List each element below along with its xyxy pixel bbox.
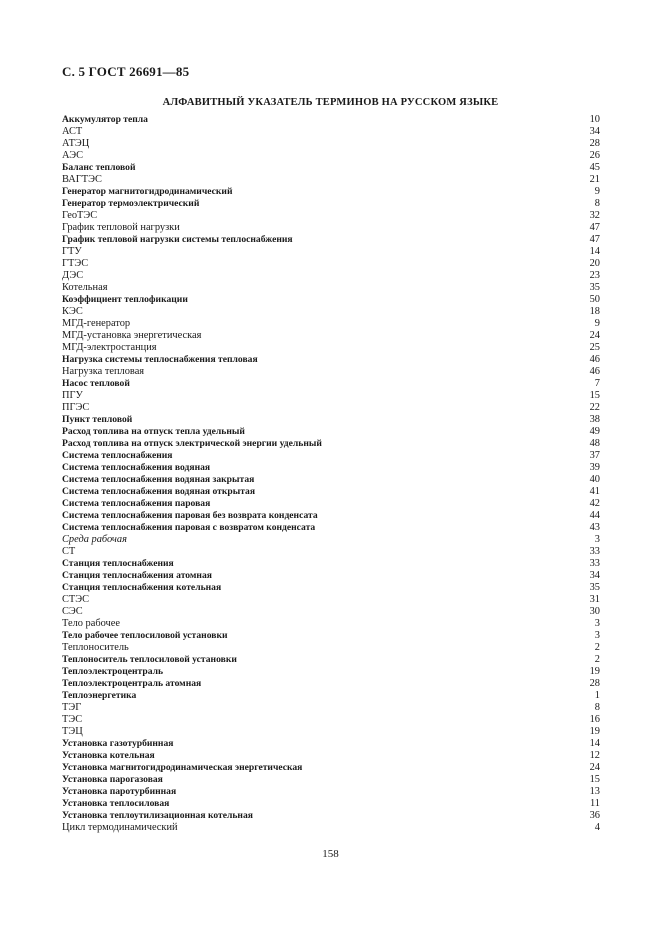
index-page-ref: 34 bbox=[589, 570, 600, 581]
index-entry bbox=[62, 342, 600, 354]
index-entry bbox=[62, 498, 600, 510]
index-page-ref: 32 bbox=[589, 210, 600, 221]
index-term: Станция теплоснабжения bbox=[62, 558, 174, 569]
index-term: Система теплоснабжения паровая без возврата конденсата bbox=[62, 510, 318, 521]
index-term: Генератор магнитогидродинамический bbox=[62, 186, 233, 197]
index-entry bbox=[62, 402, 600, 414]
index-page-ref: 44 bbox=[589, 510, 600, 521]
index-entry bbox=[62, 354, 600, 366]
index-page-ref: 25 bbox=[589, 342, 600, 353]
index-entry bbox=[62, 270, 600, 282]
index-entry bbox=[62, 162, 600, 174]
index-page-ref: 39 bbox=[589, 462, 600, 473]
index-page-ref: 9 bbox=[594, 186, 600, 197]
index-term: ТЭГ bbox=[62, 702, 82, 713]
index-entry bbox=[62, 186, 600, 198]
index-entry bbox=[62, 198, 600, 210]
index-term: Установка магнитогидродинамическая энергетическая bbox=[62, 762, 303, 773]
index-entry bbox=[62, 426, 600, 438]
document-header: С. 5 ГОСТ 26691—85 bbox=[62, 64, 190, 79]
index-term: ВАГТЭС bbox=[62, 174, 102, 185]
index-page-ref: 40 bbox=[589, 474, 600, 485]
index-term: Установка теплоутилизационная котельная bbox=[62, 810, 253, 821]
index-term: Система теплоснабжения водяная открытая bbox=[62, 486, 256, 497]
index-page-ref: 49 bbox=[589, 426, 600, 437]
page-number: 158 bbox=[322, 848, 339, 860]
index-page-ref: 26 bbox=[589, 150, 600, 161]
index-term: Система теплоснабжения водяная закрытая bbox=[62, 474, 255, 485]
index-entry bbox=[62, 174, 600, 186]
index-entry bbox=[62, 234, 600, 246]
index-entry bbox=[62, 222, 600, 234]
index-entry bbox=[62, 438, 600, 450]
index-term: Теплоноситель теплосиловой установки bbox=[62, 654, 237, 665]
index-page-ref: 15 bbox=[589, 774, 600, 785]
index-term: Нагрузка системы теплоснабжения тепловая bbox=[62, 354, 258, 365]
index-entry bbox=[62, 246, 600, 258]
index-term: Среда рабочая bbox=[62, 534, 127, 545]
term-index-list bbox=[62, 114, 600, 834]
index-page-ref: 47 bbox=[589, 222, 600, 233]
index-page-ref: 15 bbox=[589, 390, 600, 401]
index-term: АСТ bbox=[62, 126, 83, 137]
index-entry bbox=[62, 534, 600, 546]
index-entry bbox=[62, 210, 600, 222]
index-page-ref: 11 bbox=[589, 798, 600, 809]
index-term: АТЭЦ bbox=[62, 138, 90, 149]
index-term: Система теплоснабжения паровая с возвратом конденсата bbox=[62, 522, 316, 533]
index-entry bbox=[62, 378, 600, 390]
index-term: Теплоноситель bbox=[62, 642, 129, 653]
index-page-ref: 21 bbox=[589, 174, 600, 185]
index-term: Установка котельная bbox=[62, 750, 155, 761]
index-page-ref: 3 bbox=[594, 630, 600, 641]
index-page-ref: 14 bbox=[589, 246, 600, 257]
index-term: МГД-электростанция bbox=[62, 342, 157, 353]
index-entry bbox=[62, 738, 600, 750]
index-term: Станция теплоснабжения атомная bbox=[62, 570, 212, 581]
index-page-ref: 30 bbox=[589, 606, 600, 617]
index-term: Насос тепловой bbox=[62, 378, 130, 389]
index-page-ref: 36 bbox=[589, 810, 600, 821]
index-entry bbox=[62, 510, 600, 522]
index-entry bbox=[62, 294, 600, 306]
index-page-ref: 8 bbox=[594, 702, 600, 713]
index-page-ref: 14 bbox=[589, 738, 600, 749]
index-entry bbox=[62, 594, 600, 606]
index-page-ref: 24 bbox=[589, 330, 600, 341]
index-term: Генератор термоэлектрический bbox=[62, 198, 200, 209]
index-entry bbox=[62, 690, 600, 702]
index-page-ref: 37 bbox=[589, 450, 600, 461]
index-term: ГТЭС bbox=[62, 258, 89, 269]
index-entry bbox=[62, 318, 600, 330]
index-entry bbox=[62, 618, 600, 630]
index-term: Тело рабочее bbox=[62, 618, 121, 629]
index-page-ref: 3 bbox=[594, 618, 600, 629]
index-entry bbox=[62, 582, 600, 594]
index-page-ref: 28 bbox=[589, 138, 600, 149]
index-page-ref: 22 bbox=[589, 402, 600, 413]
index-term: ГТУ bbox=[62, 246, 82, 257]
index-term: Нагрузка тепловая bbox=[62, 366, 145, 377]
index-term: Тело рабочее теплосиловой установки bbox=[62, 630, 228, 641]
index-term: СЭС bbox=[62, 606, 83, 617]
index-page-ref: 46 bbox=[589, 354, 600, 365]
index-page-ref: 33 bbox=[589, 558, 600, 569]
index-term: ДЭС bbox=[62, 270, 84, 281]
index-entry bbox=[62, 450, 600, 462]
index-entry bbox=[62, 546, 600, 558]
index-page-ref: 43 bbox=[589, 522, 600, 533]
index-term: Система теплоснабжения bbox=[62, 450, 173, 461]
index-entry bbox=[62, 798, 600, 810]
index-page-ref: 23 bbox=[589, 270, 600, 281]
index-term: Станция теплоснабжения котельная bbox=[62, 582, 222, 593]
index-entry bbox=[62, 522, 600, 534]
index-entry bbox=[62, 126, 600, 138]
index-entry bbox=[62, 486, 600, 498]
index-page-ref: 2 bbox=[594, 654, 600, 665]
index-entry bbox=[62, 282, 600, 294]
index-page-ref: 13 bbox=[589, 786, 600, 797]
index-entry bbox=[62, 678, 600, 690]
index-page-ref: 33 bbox=[589, 546, 600, 557]
index-term: МГД-генератор bbox=[62, 318, 131, 329]
index-entry bbox=[62, 774, 600, 786]
index-entry bbox=[62, 114, 600, 126]
index-term: Расход топлива на отпуск электрической энергии удельный bbox=[62, 438, 322, 449]
index-entry bbox=[62, 558, 600, 570]
index-term: АЭС bbox=[62, 150, 84, 161]
index-page-ref: 41 bbox=[589, 486, 600, 497]
index-page-ref: 38 bbox=[589, 414, 600, 425]
index-entry bbox=[62, 714, 600, 726]
index-term: Теплоэнергетика bbox=[62, 690, 137, 701]
index-term: Теплоэлектроцентраль атомная bbox=[62, 678, 202, 689]
index-entry bbox=[62, 330, 600, 342]
index-page-ref: 19 bbox=[589, 666, 600, 677]
index-page-ref: 46 bbox=[589, 366, 600, 377]
index-term: График тепловой нагрузки bbox=[62, 222, 180, 233]
index-term: Установка газотурбинная bbox=[62, 738, 174, 749]
index-term: Система теплоснабжения паровая bbox=[62, 498, 211, 509]
index-page-ref: 4 bbox=[594, 822, 600, 833]
index-term: Коэффициент теплофикации bbox=[62, 294, 188, 305]
index-page-ref: 28 bbox=[589, 678, 600, 689]
index-entry bbox=[62, 666, 600, 678]
index-term: Установка паротурбинная bbox=[62, 786, 177, 797]
index-page-ref: 35 bbox=[589, 582, 600, 593]
index-term: СТ bbox=[62, 546, 76, 557]
index-title: АЛФАВИТНЫЙ УКАЗАТЕЛЬ ТЕРМИНОВ НА РУССКОМ ЯЗЫКЕ bbox=[162, 97, 499, 108]
index-term: МГД-установка энергетическая bbox=[62, 330, 202, 341]
index-entry bbox=[62, 138, 600, 150]
index-page-ref: 42 bbox=[589, 498, 600, 509]
index-entry bbox=[62, 570, 600, 582]
index-page-ref: 3 bbox=[594, 534, 600, 545]
index-term: Аккумулятор тепла bbox=[62, 114, 148, 125]
index-term: ТЭС bbox=[62, 714, 83, 725]
index-page-ref: 18 bbox=[589, 306, 600, 317]
index-page-ref: 19 bbox=[589, 726, 600, 737]
index-entry bbox=[62, 654, 600, 666]
index-entry bbox=[62, 258, 600, 270]
index-page-ref: 35 bbox=[589, 282, 600, 293]
index-entry bbox=[62, 306, 600, 318]
index-page-ref: 7 bbox=[594, 378, 600, 389]
index-term: ТЭЦ bbox=[62, 726, 83, 737]
index-entry bbox=[62, 414, 600, 426]
index-page-ref: 48 bbox=[589, 438, 600, 449]
index-term: ГеоТЭС bbox=[62, 210, 98, 221]
index-page-ref: 20 bbox=[589, 258, 600, 269]
index-page-ref: 12 bbox=[589, 750, 600, 761]
index-term: Пункт тепловой bbox=[62, 414, 133, 425]
index-page-ref: 47 bbox=[589, 234, 600, 245]
index-page-ref: 45 bbox=[589, 162, 600, 173]
index-term: График тепловой нагрузки системы теплоснабжения bbox=[62, 234, 293, 245]
index-page-ref: 8 bbox=[594, 198, 600, 209]
index-entry bbox=[62, 726, 600, 738]
index-term: СТЭС bbox=[62, 594, 90, 605]
index-term: Котельная bbox=[62, 282, 108, 293]
index-entry bbox=[62, 702, 600, 714]
index-page-ref: 16 bbox=[589, 714, 600, 725]
index-entry bbox=[62, 474, 600, 486]
index-page-ref: 34 bbox=[589, 126, 600, 137]
index-entry bbox=[62, 390, 600, 402]
index-page-ref: 9 bbox=[594, 318, 600, 329]
index-entry bbox=[62, 366, 600, 378]
index-page-ref: 10 bbox=[589, 114, 600, 125]
index-term: Цикл термодинамический bbox=[62, 822, 178, 833]
index-term: ПГЭС bbox=[62, 402, 90, 413]
index-entry bbox=[62, 810, 600, 822]
index-entry bbox=[62, 630, 600, 642]
index-entry bbox=[62, 150, 600, 162]
index-entry bbox=[62, 822, 600, 834]
index-term: Установка теплосиловая bbox=[62, 798, 170, 809]
index-page-ref: 50 bbox=[589, 294, 600, 305]
index-entry bbox=[62, 786, 600, 798]
index-term: Установка парогазовая bbox=[62, 774, 163, 785]
index-entry bbox=[62, 750, 600, 762]
index-term: КЭС bbox=[62, 306, 83, 317]
index-entry bbox=[62, 606, 600, 618]
index-page-ref: 1 bbox=[594, 690, 600, 701]
index-page-ref: 24 bbox=[589, 762, 600, 773]
index-term: Система теплоснабжения водяная bbox=[62, 462, 211, 473]
index-entry bbox=[62, 462, 600, 474]
index-term: ПГУ bbox=[62, 390, 83, 401]
index-term: Расход топлива на отпуск тепла удельный bbox=[62, 426, 245, 437]
index-entry bbox=[62, 762, 600, 774]
index-entry bbox=[62, 642, 600, 654]
index-page-ref: 2 bbox=[594, 642, 600, 653]
index-page-ref: 31 bbox=[589, 594, 600, 605]
index-term: Теплоэлектроцентраль bbox=[62, 666, 164, 677]
index-term: Баланс тепловой bbox=[62, 162, 136, 173]
